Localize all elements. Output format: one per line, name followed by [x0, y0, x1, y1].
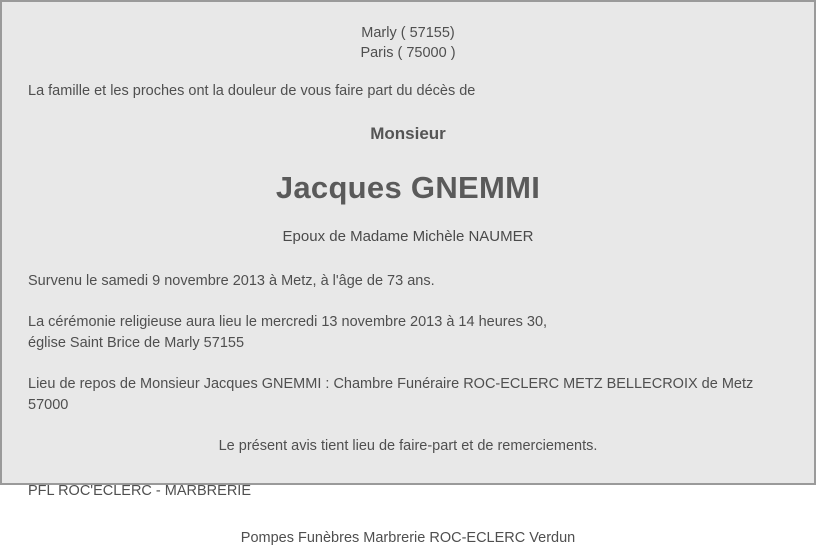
deceased-full-name: Jacques GNEMMI	[275, 170, 541, 206]
spouse-line: Epoux de Madame Michèle NAUMER	[282, 228, 534, 246]
city-item: Paris ( 75000 )	[360, 44, 456, 61]
intro-text: La famille et les proches ont la douleur de vous faire part du décès de	[28, 83, 476, 100]
honorific-title: Monsieur	[370, 124, 446, 144]
ceremony-line-2: église Saint Brice de Marly 57155	[28, 335, 245, 352]
closing-note: Le présent avis tient lieu de faire-part et de remerciements.	[218, 438, 598, 455]
city-list	[28, 24, 788, 63]
ceremony-info	[28, 312, 788, 354]
death-info: Survenu le samedi 9 novembre 2013 à Metz, à l'âge de 73 ans.	[28, 273, 435, 290]
resting-place: Lieu de repos de Monsieur Jacques GNEMMI : Chambre Funéraire ROC-ECLERC METZ BELLECROIX de Metz 57000	[28, 376, 754, 414]
funeral-company: PFL ROC'ECLERC - MARBRERIE	[28, 483, 251, 500]
city-item: Marly ( 57155)	[361, 25, 455, 41]
ceremony-line-1: La cérémonie religieuse aura lieu le mercredi 13 novembre 2013 à 14 heures 30,	[28, 314, 548, 331]
footer-company: Pompes Funèbres Marbrerie ROC-ECLERC Verdun	[240, 530, 576, 547]
